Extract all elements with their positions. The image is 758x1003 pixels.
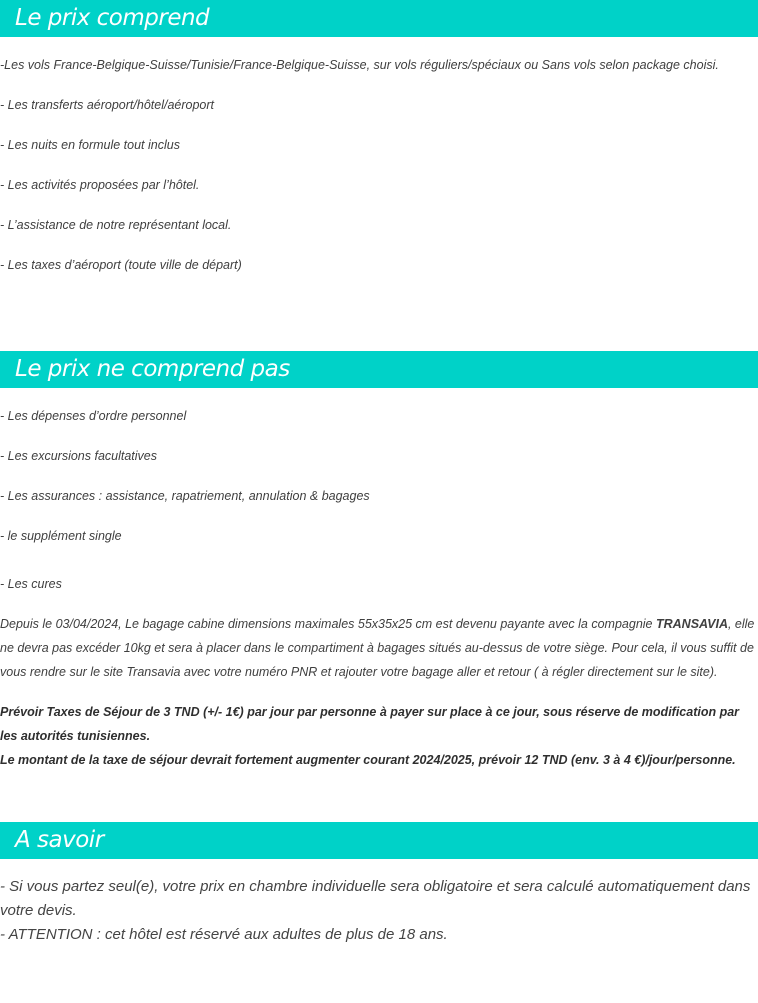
excludes-item-cures: - Les cures [0, 577, 62, 591]
baggage-note [0, 612, 758, 684]
tax-note-increase: Le montant de la taxe de séjour devrait fortement augmenter courant 2024/2025, prévoir 12 TND (env. 3 à 4 €)/jour/personne. [0, 753, 736, 767]
includes-item-transfers: - Les transferts aéroport/hôtel/aéroport [0, 98, 215, 112]
excludes-item-single: - le supplément single [0, 529, 122, 543]
section-header-to-know [0, 822, 758, 859]
section-title-excludes: Le prix ne comprend pas [15, 356, 290, 382]
includes-item-flights: -Les vols France-Belgique-Suisse/Tunisie/France-Belgique-Suisse, sur vols réguliers/spéciaux ou Sans vols selon package choisi. [0, 58, 719, 72]
excludes-item-insurance: - Les assurances : assistance, rapatriement, annulation & bagages [0, 489, 370, 503]
to-know-adults-only: - ATTENTION : cet hôtel est réservé aux adultes de plus de 18 ans. [0, 926, 448, 943]
section-title-includes: Le prix comprend [15, 5, 210, 31]
section-header-includes [0, 0, 758, 37]
excludes-item-personal: - Les dépenses d’ordre personnel [0, 409, 187, 423]
baggage-note-before: Depuis le 03/04/2024, Le bagage cabine dimensions maximales 55x35x25 cm est devenu payante avec la compagnie [0, 617, 656, 631]
includes-item-assistance: - L’assistance de notre représentant local. [0, 218, 232, 232]
tax-note-current: Prévoir Taxes de Séjour de 3 TND (+/- 1€) par jour par personne à payer sur place à ce jour, sous réserve de modification par les autorités tunisiennes. [0, 705, 740, 743]
includes-item-taxes: - Les taxes d’aéroport (toute ville de départ) [0, 258, 242, 272]
baggage-note-airline: TRANSAVIA [655, 617, 728, 631]
section-title-to-know: A savoir [15, 827, 104, 853]
baggage-note-after: , elle ne devra pas excéder 10kg et sera à placer dans le compartiment à bagages situés au-dessus de votre siège. Pour cela, il vous suffit de vous rendre sur le site Transavia avec votre numéro PNR et rajouter votre bagage aller et retour ( à régler directement sur le site). [0, 617, 755, 679]
includes-item-nights: - Les nuits en formule tout inclus [0, 138, 180, 152]
section-header-excludes [0, 351, 758, 388]
excludes-item-excursions: - Les excursions facultatives [0, 449, 158, 463]
to-know-single-room: - Si vous partez seul(e), votre prix en chambre individuelle sera obligatoire et sera calculé automatiquement dans votre devis. [0, 878, 751, 919]
includes-item-activities: - Les activités proposées par l’hôtel. [0, 178, 200, 192]
